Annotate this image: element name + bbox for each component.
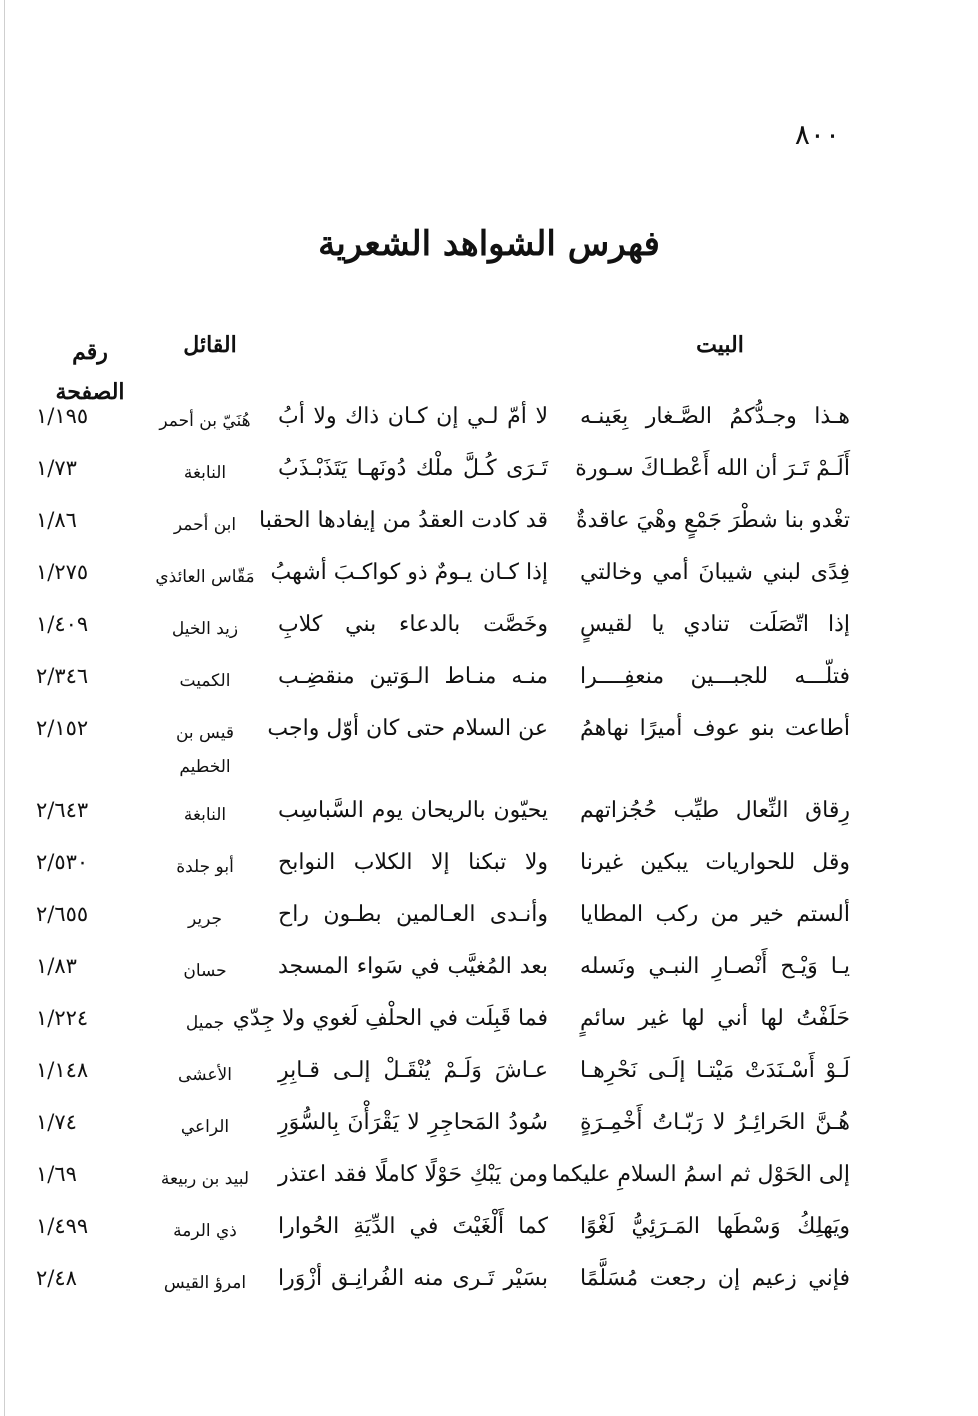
poet-name: قيس بن الخطيم <box>175 723 234 777</box>
verse-first-hemistich: فتلّـــه للجبـــين منعفِــــرا <box>580 664 850 689</box>
verse-second-hemistich: بسَيْر تَـرى منه الفُرانِـق أزْوَرا <box>278 1266 548 1291</box>
poet-name: النابغة <box>183 463 227 483</box>
table-row <box>0 954 978 1006</box>
table-row <box>0 508 978 560</box>
table-row <box>0 1058 978 1110</box>
header-page-number: رقم الصفحة <box>55 339 125 405</box>
poet-name: النابغة <box>183 805 227 825</box>
page-number: ٨٠٠ <box>794 118 840 151</box>
poet-name: هُنَيّ بن أحمر <box>159 411 251 431</box>
header-verse: البيت <box>696 332 744 358</box>
page-reference: ١/٨٣ <box>36 954 77 978</box>
page-reference: ١/٢٧٥ <box>36 560 89 584</box>
verse-first-hemistich: فإني زعيم إن رجعت مُسَلَّمًا <box>580 1266 850 1291</box>
poet-name: الأعشى <box>178 1065 232 1085</box>
page-reference: ١/٨٦ <box>36 508 77 532</box>
poet-name: الكميت <box>179 671 231 691</box>
poet-name: جرير <box>188 909 222 929</box>
verse-second-hemistich: إذا كـان يـومٌ ذو كواكـبَ أشهبُ <box>270 560 548 585</box>
verse-first-hemistich: أطاعت بنو عوف أميرًا نهاهمُ <box>580 716 850 741</box>
page-reference: ٢/٤٨ <box>36 1266 77 1290</box>
table-row <box>0 1110 978 1162</box>
verse-first-hemistich: تغْدو بنا شطْرَ جَمْعٍ وهْيَ عاقدةٌ <box>576 508 850 533</box>
page-reference: ٢/٦٤٣ <box>36 798 89 822</box>
verse-second-hemistich: فما قَبِلَت في الحلْفِ لَغوي ولا جِدّي <box>232 1006 548 1031</box>
verse-first-hemistich: فِدًى لبني شيبانَ أمي وخالتي <box>580 560 850 585</box>
page-reference: ٢/٦٥٥ <box>36 902 89 926</box>
verse-first-hemistich: هـذا وجـدُّكمُ الصَّـغار بِعَينـه <box>580 404 850 429</box>
poet-name: زيد الخيل <box>171 619 239 639</box>
table-row <box>0 716 978 798</box>
verse-first-hemistich: هُـنَّ الحَرائِـرُ لا رَبّـاتُ أَخْمِـرَةٍ <box>580 1110 850 1135</box>
table-row <box>0 664 978 716</box>
verse-second-hemistich: منـه منـاط الـوَتين منقضِـب <box>278 664 548 689</box>
verse-second-hemistich: وخَصَّت بالدعاء بني كلابِ <box>278 612 548 637</box>
poet-name: لبيد بن ربيعة <box>160 1169 250 1189</box>
table-row <box>0 1214 978 1266</box>
table-row <box>0 612 978 664</box>
page-reference: ١/٧٣ <box>36 456 77 480</box>
verse-first-hemistich: إذا اتّصَلَت تنادي يا لقيسٍ <box>580 612 850 637</box>
page-reference: ١/٢٢٤ <box>36 1006 89 1030</box>
poet-name: أبو جلدة <box>176 857 234 877</box>
table-row <box>0 850 978 902</box>
table-row <box>0 798 978 850</box>
table-row <box>0 1162 978 1214</box>
page-reference: ١/٤٠٩ <box>36 612 89 636</box>
verse-second-hemistich: وأنـدى العـالمين بطـون راح <box>278 902 548 927</box>
verse-second-hemistich: ومن يَبْكِ حَوْلًا كاملًا فقد اعتذر <box>278 1162 548 1187</box>
verse-second-hemistich: عـاشَ وَلَـمْ يُنْقَـلْ إلـى قـابِرِ <box>278 1058 548 1083</box>
page-title: فهرس الشواهد الشعرية <box>318 224 660 264</box>
verse-second-hemistich: يحيّون بالريحان يوم السَّباسِب <box>278 798 548 823</box>
table-row <box>0 1266 978 1318</box>
poet-name: مَقّاس العائذي <box>155 567 255 587</box>
page-reference: ١/١٤٨ <box>36 1058 89 1082</box>
verse-second-hemistich: عن السلام حتى كان أوّل واجب <box>267 716 548 741</box>
poet-name: حسان <box>183 961 227 981</box>
page-reference: ١/٦٩ <box>36 1162 77 1186</box>
poet-name: ذي الرمة <box>173 1221 237 1241</box>
verse-first-hemistich: حَلَفْتُ لها أني لها غير سائمٍ <box>580 1006 850 1031</box>
page-reference: ٢/٥٣٠ <box>36 850 89 874</box>
table-row <box>0 456 978 508</box>
page-reference: ١/٤٩٩ <box>36 1214 89 1238</box>
verse-second-hemistich: قد كادت العقدُ من إيفادها الحقبا <box>258 508 548 533</box>
page-reference: ١/١٩٥ <box>36 404 89 428</box>
page-reference: ١/٧٤ <box>36 1110 77 1134</box>
verse-second-hemistich: بعد المُغيَّب في سَواء المسجد <box>278 954 548 979</box>
table-row <box>0 1006 978 1058</box>
table-row <box>0 902 978 954</box>
table-row <box>0 404 978 456</box>
verse-second-hemistich: كما أَلْغَيْتَ في الدِّيَةِ الحُوارا <box>278 1214 548 1239</box>
verse-first-hemistich: ألستم خير من ركب المطايا <box>580 902 850 927</box>
verse-first-hemistich: يـا وَيْـح أَنْصـارِ النبـي ونَسله <box>580 954 850 979</box>
verse-second-hemistich: ولا تبكنا إلا الكلاب النوابح <box>278 850 548 875</box>
verse-first-hemistich: وقل للحواريات يبكين غيرنا <box>580 850 850 875</box>
verse-first-hemistich: لَـوْ أَسْـنَدَتْ مَيْتـا إلَـى نَحْرِهـا <box>580 1058 850 1083</box>
poet-name: امرؤ القيس <box>163 1273 247 1293</box>
page-reference: ٢/٣٤٦ <box>36 664 89 688</box>
verse-first-hemistich: إلى الحَوْل ثم اسمُ السلامِ عليكما <box>551 1162 850 1187</box>
poet-name: ابن أحمر <box>173 515 237 535</box>
verse-index-table <box>0 404 978 1318</box>
verse-first-hemistich: رِقاق النِّعال طيِّب حُجُزاتهم <box>580 798 850 823</box>
poet-name: الراعي <box>180 1117 230 1137</box>
poet-name: جميل <box>185 1013 225 1033</box>
table-row <box>0 560 978 612</box>
verse-first-hemistich: أَلَـمْ تَـرَ أن الله أَعْطـاكَ سـورة <box>575 456 850 481</box>
page-reference: ٢/١٥٢ <box>36 716 89 740</box>
header-poet: القائل <box>183 332 237 358</box>
verse-first-hemistich: ويَهلِكُ وَسْطَها المَـرَئِيُّ لَغْوًا <box>580 1214 850 1239</box>
verse-second-hemistich: تَـرَى كُـلَّ ملْك دُونَهـا يَتَذَبْـذَبُ <box>278 456 548 481</box>
verse-second-hemistich: لا أمّ لـي إن كـان ذاك ولا أبُ <box>278 404 548 429</box>
verse-second-hemistich: سُودُ المَحاجِرِ لا يَقْرَأْنَ بِالسُّوَرِ <box>278 1110 548 1135</box>
